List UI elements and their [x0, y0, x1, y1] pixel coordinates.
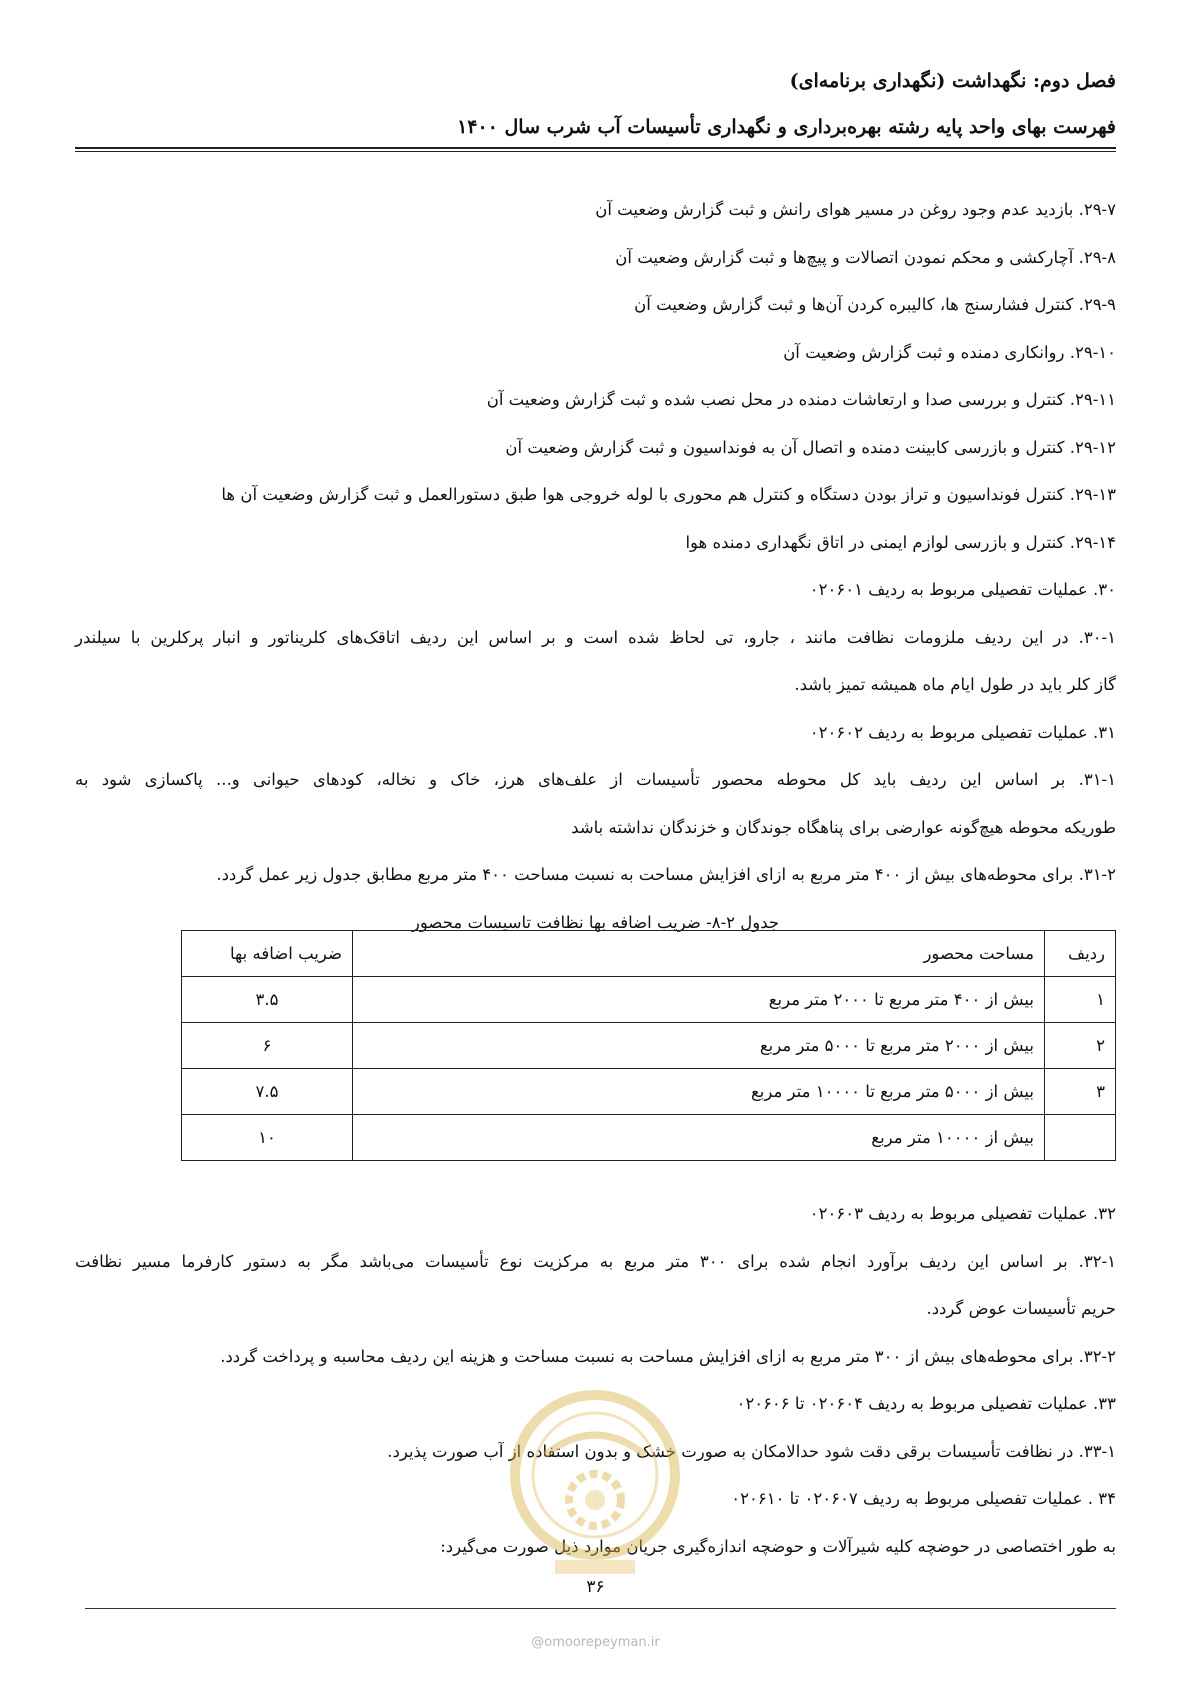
- text-line: طوریکه محوطه هیچ‌گونه عوارضی برای پناهگاه جوندگان و خزندگان نداشته باشد: [571, 817, 1116, 837]
- cell-area: بیش از ۲۰۰۰ متر مربع تا ۵۰۰۰ متر مربع: [353, 1023, 1045, 1069]
- cell-area: بیش از ۱۰۰۰۰ متر مربع: [353, 1115, 1045, 1161]
- section-heading: ۳۲. عملیات تفصیلی مربوط به ردیف ۰۲۰۶۰۳: [809, 1204, 1116, 1223]
- cell-coefficient: ۶: [182, 1023, 353, 1069]
- text-line: ۳۱-۲. برای محوطه‌های بیش از ۴۰۰ متر مربع به ازای افزایش مساحت به نسبت مساحت ۴۰۰ متر مربع مطابق جدول زیر عمل گردد.: [216, 865, 1116, 884]
- header-area: مساحت محصور: [353, 931, 1045, 977]
- text-line: ۲۹-۱۱. کنترل و بررسی صدا و ارتعاشات دمنده در محل نصب شده و ثبت گزارش وضعیت آن: [486, 390, 1116, 409]
- cell-row-number: ۲: [1045, 1023, 1116, 1069]
- text-line: ۲۹-۸. آچارکشی و محکم نمودن اتصالات و پیچ‌ها و ثبت گزارش وضعیت آن: [615, 247, 1116, 267]
- text-line: ۲۹-۹. کنترل فشارسنج ها، کالیبره کردن آن‌ها و ثبت گزارش وضعیت آن: [634, 295, 1116, 314]
- text-line: گاز کلر باید در طول ایام ماه همیشه تمیز باشد.: [794, 675, 1116, 694]
- table-row: [182, 1069, 1116, 1115]
- text-line: ۳۲-۱. بر اساس این ردیف برآورد انجام شده برای ۳۰۰ متر مربع به مرکزیت نوع تأسیسات می‌باشد مگر به دستور کارفرما مسیر نظافت: [75, 1251, 1116, 1271]
- section-heading: ۳۱. عملیات تفصیلی مربوط به ردیف ۰۲۰۶۰۲: [809, 722, 1116, 742]
- text-line: حریم تأسیسات عوض گردد.: [926, 1299, 1116, 1318]
- table-row: [182, 1115, 1116, 1161]
- cell-coefficient: ۱۰: [182, 1115, 353, 1161]
- text-line: ۲۹-۱۲. کنترل و بازرسی کابینت دمنده و اتصال آن به فونداسیون و ثبت گزارش وضعیت آن: [505, 437, 1116, 457]
- section-heading: ۳۰. عملیات تفصیلی مربوط به ردیف ۰۲۰۶۰۱: [809, 580, 1116, 599]
- text-line: ۳۳-۱. در نظافت تأسیسات برقی دقت شود حدالامکان به صورت خشک و بدون استفاده از آب صورت پذیرد.: [387, 1441, 1116, 1461]
- document-subtitle: فهرست بهای واحد پایه رشته بهره‌برداری و نگهداری تأسیسات آب شرب سال ۱۴۰۰: [457, 116, 1116, 138]
- text-line: ۳۱-۱. بر اساس این ردیف باید کل محوطه محصور تأسیسات از علف‌های هرز، خاک و نخاله، کودهای حیوانی و... پاکسازی شود به: [75, 770, 1116, 789]
- text-line: ۳۲-۲. برای محوطه‌های بیش از ۳۰۰ متر مربع به ازای افزایش مساحت به نسبت مساحت و هزینه این ردیف محاسبه و پرداخت گردد.: [220, 1346, 1116, 1366]
- text-line: به طور اختصاصی در حوضچه کلیه شیرآلات و حوضچه اندازه‌گیری جریان موارد ذیل صورت می‌گیرد:: [440, 1536, 1116, 1556]
- chapter-title: فصل دوم: نگهداشت (نگهداری برنامه‌ای): [789, 70, 1116, 92]
- page-header: [75, 68, 1116, 140]
- text-line: ۲۹-۱۴. کنترل و بازرسی لوازم ایمنی در اتاق نگهداری دمنده هوا: [685, 532, 1116, 552]
- table-row: [182, 977, 1116, 1023]
- header-rule: [75, 147, 1116, 149]
- text-line: ۳۰-۱. در این ردیف ملزومات نظافت مانند ، جارو، تی لحاظ شده است و بر اساس این ردیف اتاقک‌های کلریناتور و انبار پرکلرین با سیلندر: [75, 627, 1116, 647]
- text-line: ۲۹-۱۳. کنترل فونداسیون و تراز بودن دستگاه و کنترل هم محوری با لوله خروجی هوا طبق دستورالعمل و ثبت گزارش وضعیت آن ها: [221, 485, 1116, 504]
- footer-rule: [85, 1608, 1116, 1609]
- header-rule-thin: [75, 151, 1116, 152]
- cell-coefficient: ۷.۵: [182, 1069, 353, 1115]
- header-row-number: ردیف: [1045, 931, 1116, 977]
- cell-area: بیش از ۴۰۰ متر مربع تا ۲۰۰۰ متر مربع: [353, 977, 1045, 1023]
- table-header-row: [182, 931, 1116, 977]
- cell-row-number: ۳: [1045, 1069, 1116, 1115]
- table-row: [182, 1023, 1116, 1069]
- section-heading: ۳۴ . عملیات تفصیلی مربوط به ردیف ۰۲۰۶۰۷ تا ۰۲۰۶۱۰: [731, 1489, 1116, 1508]
- watermark-seal-icon: [505, 1380, 685, 1585]
- body-text-top: [75, 186, 1116, 946]
- surcharge-table: [181, 930, 1116, 1161]
- cell-area: بیش از ۵۰۰۰ متر مربع تا ۱۰۰۰۰ متر مربع: [353, 1069, 1045, 1115]
- text-line: ۲۹-۷. بازدید عدم وجود روغن در مسیر هوای رانش و ثبت گزارش وضعیت آن: [595, 200, 1116, 219]
- table-caption: جدول ۲-۸- ضریب اضافه بها نظافت تاسیسات محصور: [411, 912, 780, 932]
- header-coefficient: ضریب اضافه بها: [182, 931, 353, 977]
- section-heading: ۳۳. عملیات تفصیلی مربوط به ردیف ۰۲۰۶۰۴ تا ۰۲۰۶۰۶: [736, 1394, 1116, 1413]
- page-number: ۳۶: [586, 1577, 605, 1597]
- cell-coefficient: ۳.۵: [182, 977, 353, 1023]
- text-line: ۲۹-۱۰. روانکاری دمنده و ثبت گزارش وضعیت آن: [783, 342, 1116, 362]
- cell-row-number: [1045, 1115, 1116, 1161]
- website-watermark: @omoorepeyman.ir: [531, 1635, 660, 1650]
- cell-row-number: ۱: [1045, 977, 1116, 1023]
